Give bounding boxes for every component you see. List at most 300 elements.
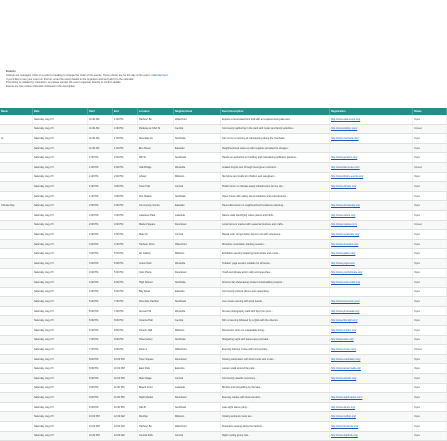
table-cell: 4:00 PM — [88, 278, 113, 288]
table-cell: Saturday, Aug 2 5 — [33, 422, 88, 432]
table-cell: 11:30 AM — [88, 143, 113, 153]
table-cell: Saturday, Aug 2 5 — [33, 364, 88, 374]
table-cell: 1:00 PM — [88, 162, 113, 172]
table-cell: Oak Bridge — [138, 162, 174, 172]
table-cell[interactable]: http://www.sciencefair.org/ — [330, 278, 413, 288]
table-cell: Storytime and crafts for children and caregivers... — [221, 172, 330, 182]
table-cell: 1:00 PM — [113, 134, 138, 144]
table-cell: Night Market — [138, 393, 174, 403]
table-cell[interactable]: http://www.shoreline.org/ — [330, 239, 413, 249]
table-cell: Night cycling group ride... — [221, 431, 330, 441]
table-cell — [0, 182, 33, 192]
intro-line: Events are free unless otherwise indicated in the description. — [6, 84, 76, 88]
table-cell: Saturday, Aug 2 5 — [33, 278, 88, 288]
table-cell: Open — [413, 306, 447, 316]
table-cell[interactable]: http://www.nightride.org/ — [330, 431, 413, 441]
table-row[interactable] — [0, 354, 447, 364]
table-cell: Open — [413, 268, 447, 278]
table-cell: Saturday, Aug 2 5 — [33, 335, 88, 345]
table-cell — [0, 162, 33, 172]
table-cell: Open — [413, 115, 447, 124]
table-row[interactable] — [0, 383, 447, 393]
table-cell: 10:00 PM — [88, 422, 113, 432]
table-cell: Saturday, Aug 2 5 — [33, 124, 88, 134]
table-cell[interactable] — [330, 287, 413, 297]
table-cell: Open — [413, 354, 447, 364]
table-cell: 11:30 PM — [113, 402, 138, 412]
table-cell[interactable] — [330, 383, 413, 393]
table-cell: 4:30 PM — [113, 239, 138, 249]
table-cell: Rooftop — [138, 412, 174, 422]
table-cell: Hands-on workshop on building and maintaining pollinator gardens... — [221, 153, 330, 163]
table-cell: Panel discussion on neighbourhood resilience planning... — [221, 201, 330, 211]
table-cell: Evening harbour cruise with commentary... — [221, 345, 330, 355]
table-cell[interactable]: http://www.market.com/ — [330, 220, 413, 230]
table-row[interactable] — [0, 143, 447, 153]
table-cell: Grove Park — [138, 258, 174, 268]
intro-line: If you'd like to see your event on this list, email the event details to the organiser and we'll add it to the calendar. — [6, 77, 135, 81]
table-cell — [0, 153, 33, 163]
table-cell: Saturday, Aug 2 5 — [33, 345, 88, 355]
table-cell: Open — [413, 210, 447, 220]
table-cell[interactable]: http://www.cruise.com/ — [330, 345, 413, 355]
table-cell: Saturday, Aug 2 5 — [33, 210, 88, 220]
table-cell — [0, 287, 33, 297]
table-row[interactable] — [0, 412, 447, 422]
table-cell: 3:00 PM — [88, 249, 113, 259]
table-cell: 4:00 PM — [88, 268, 113, 278]
column-header[interactable]: Status — [413, 108, 447, 115]
table-cell: Repair cafe: bring broken items to fix with volunteers... — [221, 230, 330, 240]
table-row[interactable] — [0, 374, 447, 384]
table-cell: Open — [413, 182, 447, 192]
table-cell[interactable]: http://www.filmnight.org/ — [330, 316, 413, 326]
table-cell: Westside — [174, 162, 221, 172]
table-header-row — [0, 108, 447, 115]
table-cell — [0, 335, 33, 345]
table-cell[interactable]: http://www.lanternwalk.org/ — [330, 364, 413, 374]
table-cell[interactable]: http://www.climateday.org/ — [330, 201, 413, 211]
table-cell: 2:30 PM — [88, 230, 113, 240]
table-cell — [0, 268, 33, 278]
table-cell: Open — [413, 143, 447, 153]
table-cell — [0, 297, 33, 307]
table-cell: Mill St — [138, 153, 174, 163]
table-cell[interactable]: http://www.awards.org/ — [330, 374, 413, 384]
table-cell: Saturday, Aug 2 5 — [33, 383, 88, 393]
table-cell: 1:00 PM — [88, 153, 113, 163]
table-cell: Open — [413, 249, 447, 259]
table-cell: 3:00 PM — [113, 191, 138, 201]
table-cell: Hall B — [138, 402, 174, 412]
column-header[interactable]: End — [113, 108, 138, 115]
table-cell: Parkway at 33rd St — [138, 124, 174, 134]
table-cell: Discussion circle on sustainable living... — [221, 326, 330, 336]
table-cell: 1:00 PM — [88, 172, 113, 182]
table-cell: Westside — [174, 306, 221, 316]
table-cell: 9:00 PM — [88, 383, 113, 393]
table-cell — [0, 412, 33, 422]
table-cell[interactable]: http://www.sustain.org/ — [330, 326, 413, 336]
table-row[interactable] — [0, 134, 447, 144]
table-cell: Downtown — [174, 393, 221, 403]
table-cell: Saturday, Aug 2 5 — [33, 326, 88, 336]
table-cell: Saturday, Aug 2 5 — [33, 162, 88, 172]
table-cell: Waterfront — [174, 239, 221, 249]
table-cell: Market Square — [138, 220, 174, 230]
table-cell: 2:00 PM — [113, 172, 138, 182]
table-cell: Science fair showcasing student sustainability projects... — [221, 278, 330, 288]
table-cell: 3:00 PM — [88, 239, 113, 249]
table-cell: Open — [413, 134, 447, 144]
table-cell: Lakeview Park — [138, 210, 174, 220]
table-cell: Saturday, Aug 2 5 — [33, 402, 88, 412]
table-cell: 6:00 PM — [113, 287, 138, 297]
table-cell: Open — [413, 383, 447, 393]
column-header[interactable]: Event Description — [221, 108, 330, 115]
intro-text — [0, 70, 420, 88]
events-table-container — [0, 108, 422, 438]
table-cell: Open — [413, 393, 447, 403]
table-cell: Closing ambient music set... — [221, 412, 330, 422]
table-cell: Observatory — [138, 335, 174, 345]
table-cell: Open — [413, 153, 447, 163]
table-cell: Saturday, Aug 2 5 — [33, 153, 88, 163]
table-cell[interactable]: http://www.youthclimate.org/ — [330, 268, 413, 278]
table-cell: 10:30 PM — [88, 431, 113, 441]
table-cell: Saturday, Aug 2 5 — [33, 316, 88, 326]
table-row[interactable] — [0, 268, 447, 278]
table-row[interactable] — [0, 201, 447, 211]
table-cell: Central — [174, 230, 221, 240]
table-cell — [0, 115, 33, 124]
table-cell: Eastside — [174, 201, 221, 211]
column-header[interactable]: Name — [0, 108, 33, 115]
table-row[interactable] — [0, 191, 447, 201]
table-cell[interactable]: http://www.riverbank.org/ — [330, 134, 413, 144]
intro-line: This listing is collated by volunteers, so please contact the event organiser directly to confirm details. — [6, 81, 122, 85]
table-cell[interactable]: http://www.kidsfun.com/ — [330, 124, 413, 134]
table-cell[interactable] — [330, 191, 413, 201]
column-header[interactable]: Neighborhood — [174, 108, 221, 115]
table-cell: Saturday, Aug 2 5 — [33, 134, 88, 144]
table-cell: Open house with safety demonstrations and refreshments... — [221, 191, 330, 201]
table-cell: Nature walk identifying native plants and birds... — [221, 210, 330, 220]
table-cell[interactable]: http://www.library-events.org/ — [330, 172, 413, 182]
table-cell: Saturday, Aug 2 5 — [33, 220, 88, 230]
table-cell: Harbour Bo — [138, 115, 174, 124]
table-cell: Saturday, Aug 2 5 — [33, 201, 88, 211]
table-row[interactable] — [0, 230, 447, 240]
table-cell: Open — [413, 297, 447, 307]
table-body — [0, 115, 447, 441]
column-header[interactable]: Registration — [330, 108, 413, 115]
table-row[interactable] — [0, 182, 447, 192]
table-cell: Saturday, Aug 2 5 — [33, 431, 88, 441]
table-cell[interactable]: http://www.repaircafe.org/ — [330, 230, 413, 240]
table-cell — [0, 124, 33, 134]
table-cell: Open — [413, 422, 447, 432]
column-header[interactable]: Start — [88, 108, 113, 115]
table-row[interactable] — [0, 172, 447, 182]
table-cell: 3:30 PM — [113, 210, 138, 220]
table-cell[interactable] — [330, 143, 413, 153]
table-cell: Civic Plaza — [138, 268, 174, 278]
table-cell: 6:30 PM — [88, 326, 113, 336]
table-cell: Saturday, Aug 2 5 — [33, 268, 88, 278]
table-cell: Beach Front — [138, 383, 174, 393]
events-table — [0, 108, 447, 441]
table-cell: Open — [413, 191, 447, 201]
table-cell: 7:00 PM — [88, 335, 113, 345]
table-cell — [0, 393, 33, 403]
table-cell: 5:00 PM — [88, 297, 113, 307]
table-row[interactable] — [0, 306, 447, 316]
table-cell: Shoreline restoration planting session... — [221, 239, 330, 249]
table-cell: 11:30 AM — [88, 124, 113, 134]
table-row[interactable] — [0, 345, 447, 355]
table-cell: Open — [413, 239, 447, 249]
table-cell: Sunset photography walk with tips from pros... — [221, 306, 330, 316]
table-cell: Midtown — [174, 412, 221, 422]
table-cell: Central — [174, 316, 221, 326]
table-cell: Riverside Pavilion — [138, 297, 174, 307]
table-cell: 10:00 PM — [88, 412, 113, 422]
column-header[interactable]: Location — [138, 108, 174, 115]
table-cell: 11:00 PM — [113, 383, 138, 393]
table-cell: 2:00 PM — [88, 210, 113, 220]
table-cell: Harbour Bo — [138, 422, 174, 432]
table-cell: Explore a local waterfront trail with an experienced guide and... — [221, 115, 330, 124]
table-row[interactable] — [0, 220, 447, 230]
table-cell: Saturday, Aug 2 5 — [33, 258, 88, 268]
table-cell: Fireworks viewing along the harbour... — [221, 422, 330, 432]
table-cell: Southside — [174, 153, 221, 163]
table-cell: Saturday, Aug 2 5 — [33, 412, 88, 422]
table-cell — [0, 364, 33, 374]
table-cell: 9:00 PM — [113, 345, 138, 355]
table-cell: 8:30 PM — [88, 374, 113, 384]
table-cell[interactable]: http://www.gallery.org/ — [330, 249, 413, 259]
table-cell — [0, 374, 33, 384]
table-cell: 6:00 PM — [88, 316, 113, 326]
table-cell — [0, 239, 33, 249]
table-cell: 5:30 PM — [113, 268, 138, 278]
table-cell: Open — [413, 431, 447, 441]
table-cell: East Park — [138, 364, 174, 374]
table-cell: Saturday, Aug 2 5 — [33, 306, 88, 316]
table-cell: Town Square — [138, 354, 174, 364]
table-cell: Open — [413, 316, 447, 326]
table-cell: 12:00 AM — [113, 422, 138, 432]
table-cell: Neighbourhood clean-up with supplies provided for all ages... — [221, 143, 330, 153]
table-cell: Saturday, Aug 2 5 — [33, 249, 88, 259]
table-row[interactable] — [0, 335, 447, 345]
table-cell: 1:00 PM — [113, 124, 138, 134]
table-cell: 8:00 PM — [113, 316, 138, 326]
table-cell: Southside — [174, 297, 221, 307]
table-row[interactable] — [0, 422, 447, 432]
table-cell — [0, 278, 33, 288]
table-cell: 4:00 PM — [113, 230, 138, 240]
table-cell: Saturday, Aug 2 5 — [33, 115, 88, 124]
table-cell: 5:30 PM — [88, 306, 113, 316]
table-cell[interactable]: http://www.yoga.com/ — [330, 258, 413, 268]
table-cell: Waterfront — [174, 115, 221, 124]
table-cell — [0, 143, 33, 153]
table-cell: Harbour Point — [138, 239, 174, 249]
table-cell: 4:00 PM — [113, 220, 138, 230]
table-cell: Bonfire and storytelling by the lake... — [221, 383, 330, 393]
table-cell: Open — [413, 374, 447, 384]
calendar-feed-link[interactable]: Calendar feed — [151, 74, 168, 78]
table-cell[interactable]: http://www.photowalk.org/ — [330, 306, 413, 316]
table-row[interactable] — [0, 278, 447, 288]
table-cell — [0, 306, 33, 316]
table-cell: 9:00 PM — [113, 335, 138, 345]
table-cell — [0, 249, 33, 259]
table-cell: 2:00 PM — [113, 153, 138, 163]
table-cell[interactable]: http://www.rooftop.org/ — [330, 412, 413, 422]
table-cell — [0, 326, 33, 336]
table-cell — [0, 316, 33, 326]
table-row[interactable] — [0, 162, 447, 172]
table-row[interactable] — [0, 297, 447, 307]
table-cell: Local farmers market with seasonal produce and crafts... — [221, 220, 330, 230]
table-cell[interactable]: http://www.nature.org/ — [330, 210, 413, 220]
table-cell: 10:00 PM — [113, 364, 138, 374]
table-cell: Main St — [138, 230, 174, 240]
table-cell: 2:00 PM — [88, 201, 113, 211]
table-row[interactable] — [0, 316, 447, 326]
table-row[interactable] — [0, 431, 447, 441]
table-cell: Central — [174, 182, 221, 192]
table-cell: Cinema Hall — [138, 316, 174, 326]
table-cell: Saturday, Aug 2 5 — [33, 143, 88, 153]
table-cell[interactable]: http://www.nightmarket.com/ — [330, 393, 413, 403]
table-row[interactable] — [0, 402, 447, 412]
table-cell: Waterfront — [174, 422, 221, 432]
table-row[interactable] — [0, 393, 447, 403]
table-cell: Midtown — [174, 249, 221, 259]
table-cell: Outdoor yoga session suitable for all levels... — [221, 258, 330, 268]
table-row[interactable] — [0, 326, 447, 336]
table-row[interactable] — [0, 249, 447, 259]
table-cell: Southside — [174, 402, 221, 412]
table-cell: Stargazing night with telescopes provided... — [221, 335, 330, 345]
table-cell: 10:00 PM — [113, 374, 138, 384]
table-cell: Sunset Hill — [138, 306, 174, 316]
table-cell: Saturday, Aug 2 5 — [33, 297, 88, 307]
table-cell: Late-night dance party... — [221, 402, 330, 412]
table-row[interactable] — [0, 364, 447, 374]
table-cell: Art Gallery — [138, 249, 174, 259]
table-cell: Film screening followed by a Q&A with the director... — [221, 316, 330, 326]
table-cell: Saturday, Aug 2 5 — [33, 230, 88, 240]
intro-heading: Events — [6, 69, 16, 73]
table-cell: Public forum on climate-ready infrastructure for the city... — [221, 182, 330, 192]
table-cell: 12:00 AM — [113, 431, 138, 441]
table-cell — [0, 191, 33, 201]
table-row[interactable] — [0, 258, 447, 268]
table-cell: Lakeside — [174, 383, 221, 393]
table-cell — [0, 354, 33, 364]
table-cell: Eastside — [174, 287, 221, 297]
table-row[interactable] — [0, 153, 447, 163]
table-cell: Closing celebration with food trucks and music... — [221, 354, 330, 364]
table-cell: Open — [413, 335, 447, 345]
table-cell: Lantern walk around the park... — [221, 364, 330, 374]
table-cell: 7:00 PM — [113, 297, 138, 307]
table-cell: Open — [413, 402, 447, 412]
table-cell[interactable]: http://www.stars.org/ — [330, 335, 413, 345]
table-cell: Waterfront — [174, 345, 221, 355]
table-cell: Live music evening with local bands... — [221, 297, 330, 307]
table-cell: 1:30 PM — [88, 191, 113, 201]
table-cell: Community Centre — [138, 201, 174, 211]
table-row[interactable] — [0, 115, 447, 124]
table-cell: Elm Street — [138, 143, 174, 153]
table-cell: ss — [0, 134, 33, 144]
table-cell: 8:00 PM — [88, 364, 113, 374]
table-cell[interactable]: http://www.walk-event.org/ — [330, 115, 413, 124]
table-cell: Midtown — [174, 172, 221, 182]
table-row[interactable] — [0, 287, 447, 297]
table-cell: Closed — [413, 124, 447, 134]
table-row[interactable] — [0, 239, 447, 249]
table-cell: Central — [174, 374, 221, 384]
table-cell: 3:00 PM — [113, 182, 138, 192]
table-cell: Open — [413, 287, 447, 297]
intro-line-text: Listings are managed. Click on a column heading to change the order of the events. Times shown are for the day of the event. — [6, 74, 151, 78]
table-cell: 1:00 PM — [113, 115, 138, 124]
table-cell: 11:00 PM — [113, 393, 138, 403]
table-cell: Library — [138, 172, 174, 182]
table-cell: Open — [413, 172, 447, 182]
table-cell[interactable]: http://www.gardens.org/ — [330, 153, 413, 163]
table-cell[interactable]: http://www.fireworks.org/ — [330, 422, 413, 432]
table-cell: Town Hall — [138, 182, 174, 192]
table-cell: 7:00 PM — [113, 306, 138, 316]
column-header[interactable]: Date — [33, 108, 88, 115]
table-cell: Dock 4 — [138, 345, 174, 355]
table-row[interactable] — [0, 124, 447, 134]
table-cell[interactable]: http://www.livemusic.com/ — [330, 297, 413, 307]
table-cell: Midtown — [174, 326, 221, 336]
table-cell: 2:00 PM — [88, 220, 113, 230]
table-cell: Downtown — [174, 354, 221, 364]
table-cell: Church Hall — [138, 326, 174, 336]
table-cell: Bay Road — [138, 287, 174, 297]
table-cell: 8:00 PM — [113, 326, 138, 336]
table-cell[interactable]: http://www.bikeroute.com/ — [330, 162, 413, 172]
table-cell: Eastside — [174, 364, 221, 374]
table-cell: Fire Station — [138, 191, 174, 201]
table-cell — [0, 345, 33, 355]
table-cell: 12:00 AM — [113, 412, 138, 422]
table-cell: Closed — [413, 345, 447, 355]
table-cell: 4:30 PM — [88, 287, 113, 297]
table-cell: 1:00 PM — [113, 143, 138, 153]
table-cell[interactable]: http://www.climate.org/ — [330, 182, 413, 192]
table-cell[interactable]: http://www.celebration.org/ — [330, 354, 413, 364]
table-cell: Community awards ceremony... — [221, 374, 330, 384]
table-cell: Evening market with local vendors... — [221, 393, 330, 403]
table-cell: Saturday, Aug 2 5 — [33, 393, 88, 403]
table-row[interactable] — [0, 210, 447, 220]
table-cell — [0, 258, 33, 268]
table-cell[interactable]: http://www.dance.org/ — [330, 402, 413, 412]
